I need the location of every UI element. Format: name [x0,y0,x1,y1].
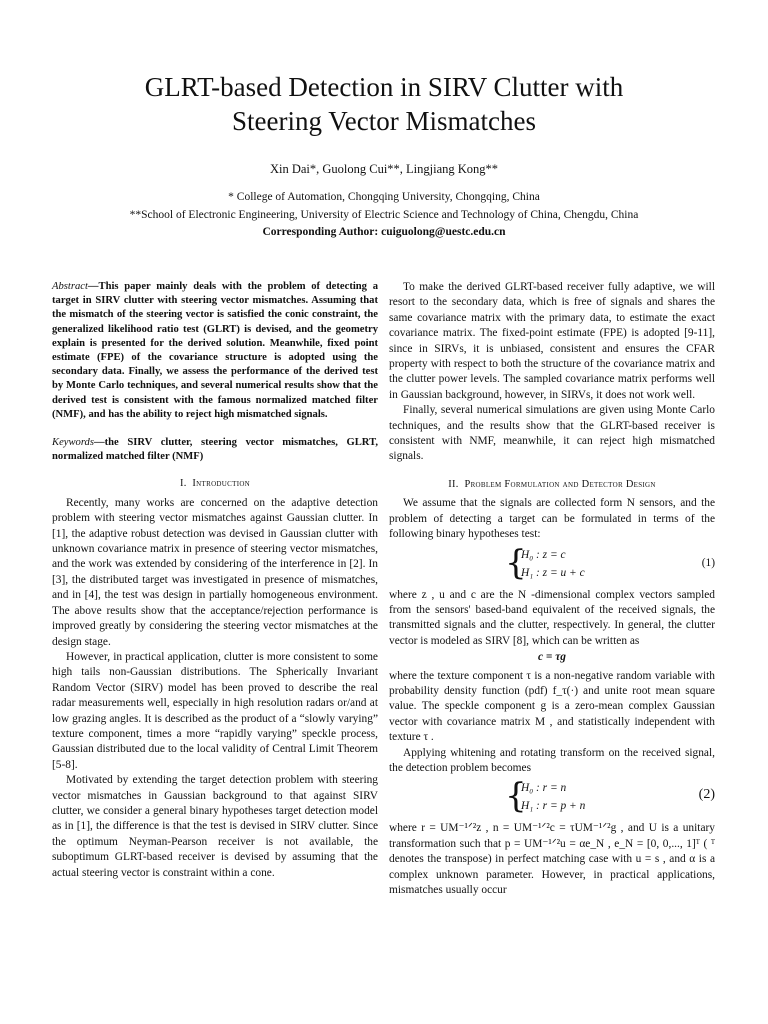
corresponding-author: Corresponding Author: cuiguolong@uestc.edu.cn [262,226,506,238]
equation-1 [389,542,715,585]
abstract [52,280,378,422]
keywords-text: —the SIRV clutter, steering vector mismatches, GLRT, normalized matched filter (NMF) [52,437,378,463]
right-column [389,280,715,898]
keywords-label: Keywords [52,437,94,449]
section-heading-problem-formulation [389,477,715,492]
right-paragraph-2: Finally, several numerical simulations are given using Monte Carlo techniques, and the results show that the GLRT-based receiver is consistent with NMF, meanwhile, it can reject high mismatched signals. [389,404,715,463]
right-paragraph-5: where the texture component τ is a non-negative random variable with probability density function (pdf) f_τ(·) and unite root mean square value. The speckle component g is a zero-mean complex Gaussian vector with covariance matrix M , and statistically independent with texture τ . [389,669,715,744]
equation-brace: { [505,542,527,583]
intro-paragraph-2: However, in practical application, clutter is more consistent to some high tails non-Gaussian distributions. The Spherically Invariant Random Vector (SIRV) model has been proved to describe the real radar measurements well, especially in high resolution radars or/and at low grazing angles. It is described as the product of a “slowly varying” texture component, times a more “rapidly varying” speckle process, Gaussian distributed due to the local validity of Central Limit Theorem [5-8]. [52,650,378,771]
equation-2-line-1: H₀ : r = n [521,782,567,795]
intro-paragraph-3: Motivated by extending the target detection problem with steering vector mismatches in Gaussian background to that against SIRV clutter, we consider a general binary hypotheses target detection model as in [1], the difference is that the test is devised in SIRV clutter. Since the optimum Neyman-Pearson receiver is not available, the suboptimum GLRT-based receiver is devised by assuming that the actual steering vector is constraint within a cone. [52,774,378,879]
title-line-1: GLRT-based Detection in SIRV Clutter with [144,72,624,102]
equation-2 [389,778,715,818]
affiliation-2: **School of Electronic Engineering, University of Electric Science and Technology of China, Chengdu, China [129,209,639,221]
affiliation-1: * College of Automation, Chongqing University, Chongqing, China [228,191,540,203]
equation-brace: { [505,776,527,817]
abstract-label: Abstract [52,281,88,292]
equation-clutter: c = τg [538,651,566,664]
equation-2-number: (2) [698,787,715,803]
equation-1-line-2: H₁ : z = u + c [521,566,585,579]
author-list: Xin Dai*, Guolong Cui**, Lingjiang Kong** [269,162,499,176]
right-paragraph-1: To make the derived GLRT-based receiver fully adaptive, we will resort to the secondary data, which is free of signals and shares the same covariance matrix with the primary data, to estimate the exact covariance matrix. The fixed-point estimate (FPE) is adopted [9-11], since in SIRVs, it is unbiased, consistent and ensures the CFAR property with respect to both the structure of the covariance matrix and the clutter power levels. The sampled covariance matrix performs well in Gaussian background, however, in SIRVs, it does not work well. [389,281,715,401]
section-title: Problem Formulation and Detector Design [464,478,656,490]
title-line-2: Steering Vector Mismatches [232,106,536,136]
equation-2-line-2: H₁ : r = p + n [521,800,586,813]
right-paragraph-7: where r = UM⁻¹ᐟ²z , n = UM⁻¹ᐟ²c = τUM⁻¹ᐟ²g , and U is a unitary transformation such that p = UM⁻¹ᐟ²u = αe_N , e_N = [0, 0,..., 1]ᵀ ( ᵀ denotes the transpose) in perfect matching case with u = s , and α is a complex unknown parameter. However, in practical applications, mismatches usually occur [389,822,715,896]
section-title: Introduction [192,478,251,490]
right-paragraph-4: where z , u and c are the N -dimensional complex vectors sampled from the sensors' based-band equivalent of the received signals, the transmitted signals and the clutter, respectively. In general, the clutter vector is modeled as SIRV [8], which can be written as [389,588,715,647]
right-paragraph-3: We assume that the signals are collected form N sensors, and the problem of detecting a target can be formulated in terms of the following binary hypotheses test: [389,497,715,541]
intro-paragraph-1: Recently, many works are concerned on the adaptive detection problem with steering vector mismatches against Gaussian clutter. In [1], the adaptive robust detection was devised in Gaussian clutter with unknown covariance matrix in presence of steering vector mismatches, and the work was extended by considering of the interference in [2]. In [3], the distributed target was investigated in presence of mismatches, and in [4], the test was design in partially homogeneous environment. The above results show that the acceptance/rejection performance is improved greatly by considering the steering vector mismatches at the design stage. [52,496,378,648]
equation-1-line-1: H₀ : z = c [521,548,566,561]
section-number: II. [448,478,459,490]
paper-title [60,70,708,138]
section-heading-introduction [52,476,378,491]
right-paragraph-6: Applying whitening and rotating transform on the received signal, the detection problem becomes [389,746,715,774]
left-column [52,280,378,881]
keywords [52,436,378,464]
abstract-text: —This paper mainly deals with the problem of detecting a target in SIRV clutter with steering vector mismatches. Assuming that the mismatch of the steering vector is satisfied the conic constraint, the generalized likelihood ratio test (GLRT) is devised, and the geometry explain is presented for the derived solution. Meanwhile, fixed point estimate (FPE) of the covariance structure is adopted using the secondary data. Finally, we assess the performance of the derived test by Monte Carlo techniques, and several numerical results show that the derived test is consistent with the famous normalized matched filter (NMF), and has the ability to reject high mismatched signals. [52,281,378,420]
equation-1-number: (1) [701,556,715,569]
section-number: I. [179,478,187,490]
